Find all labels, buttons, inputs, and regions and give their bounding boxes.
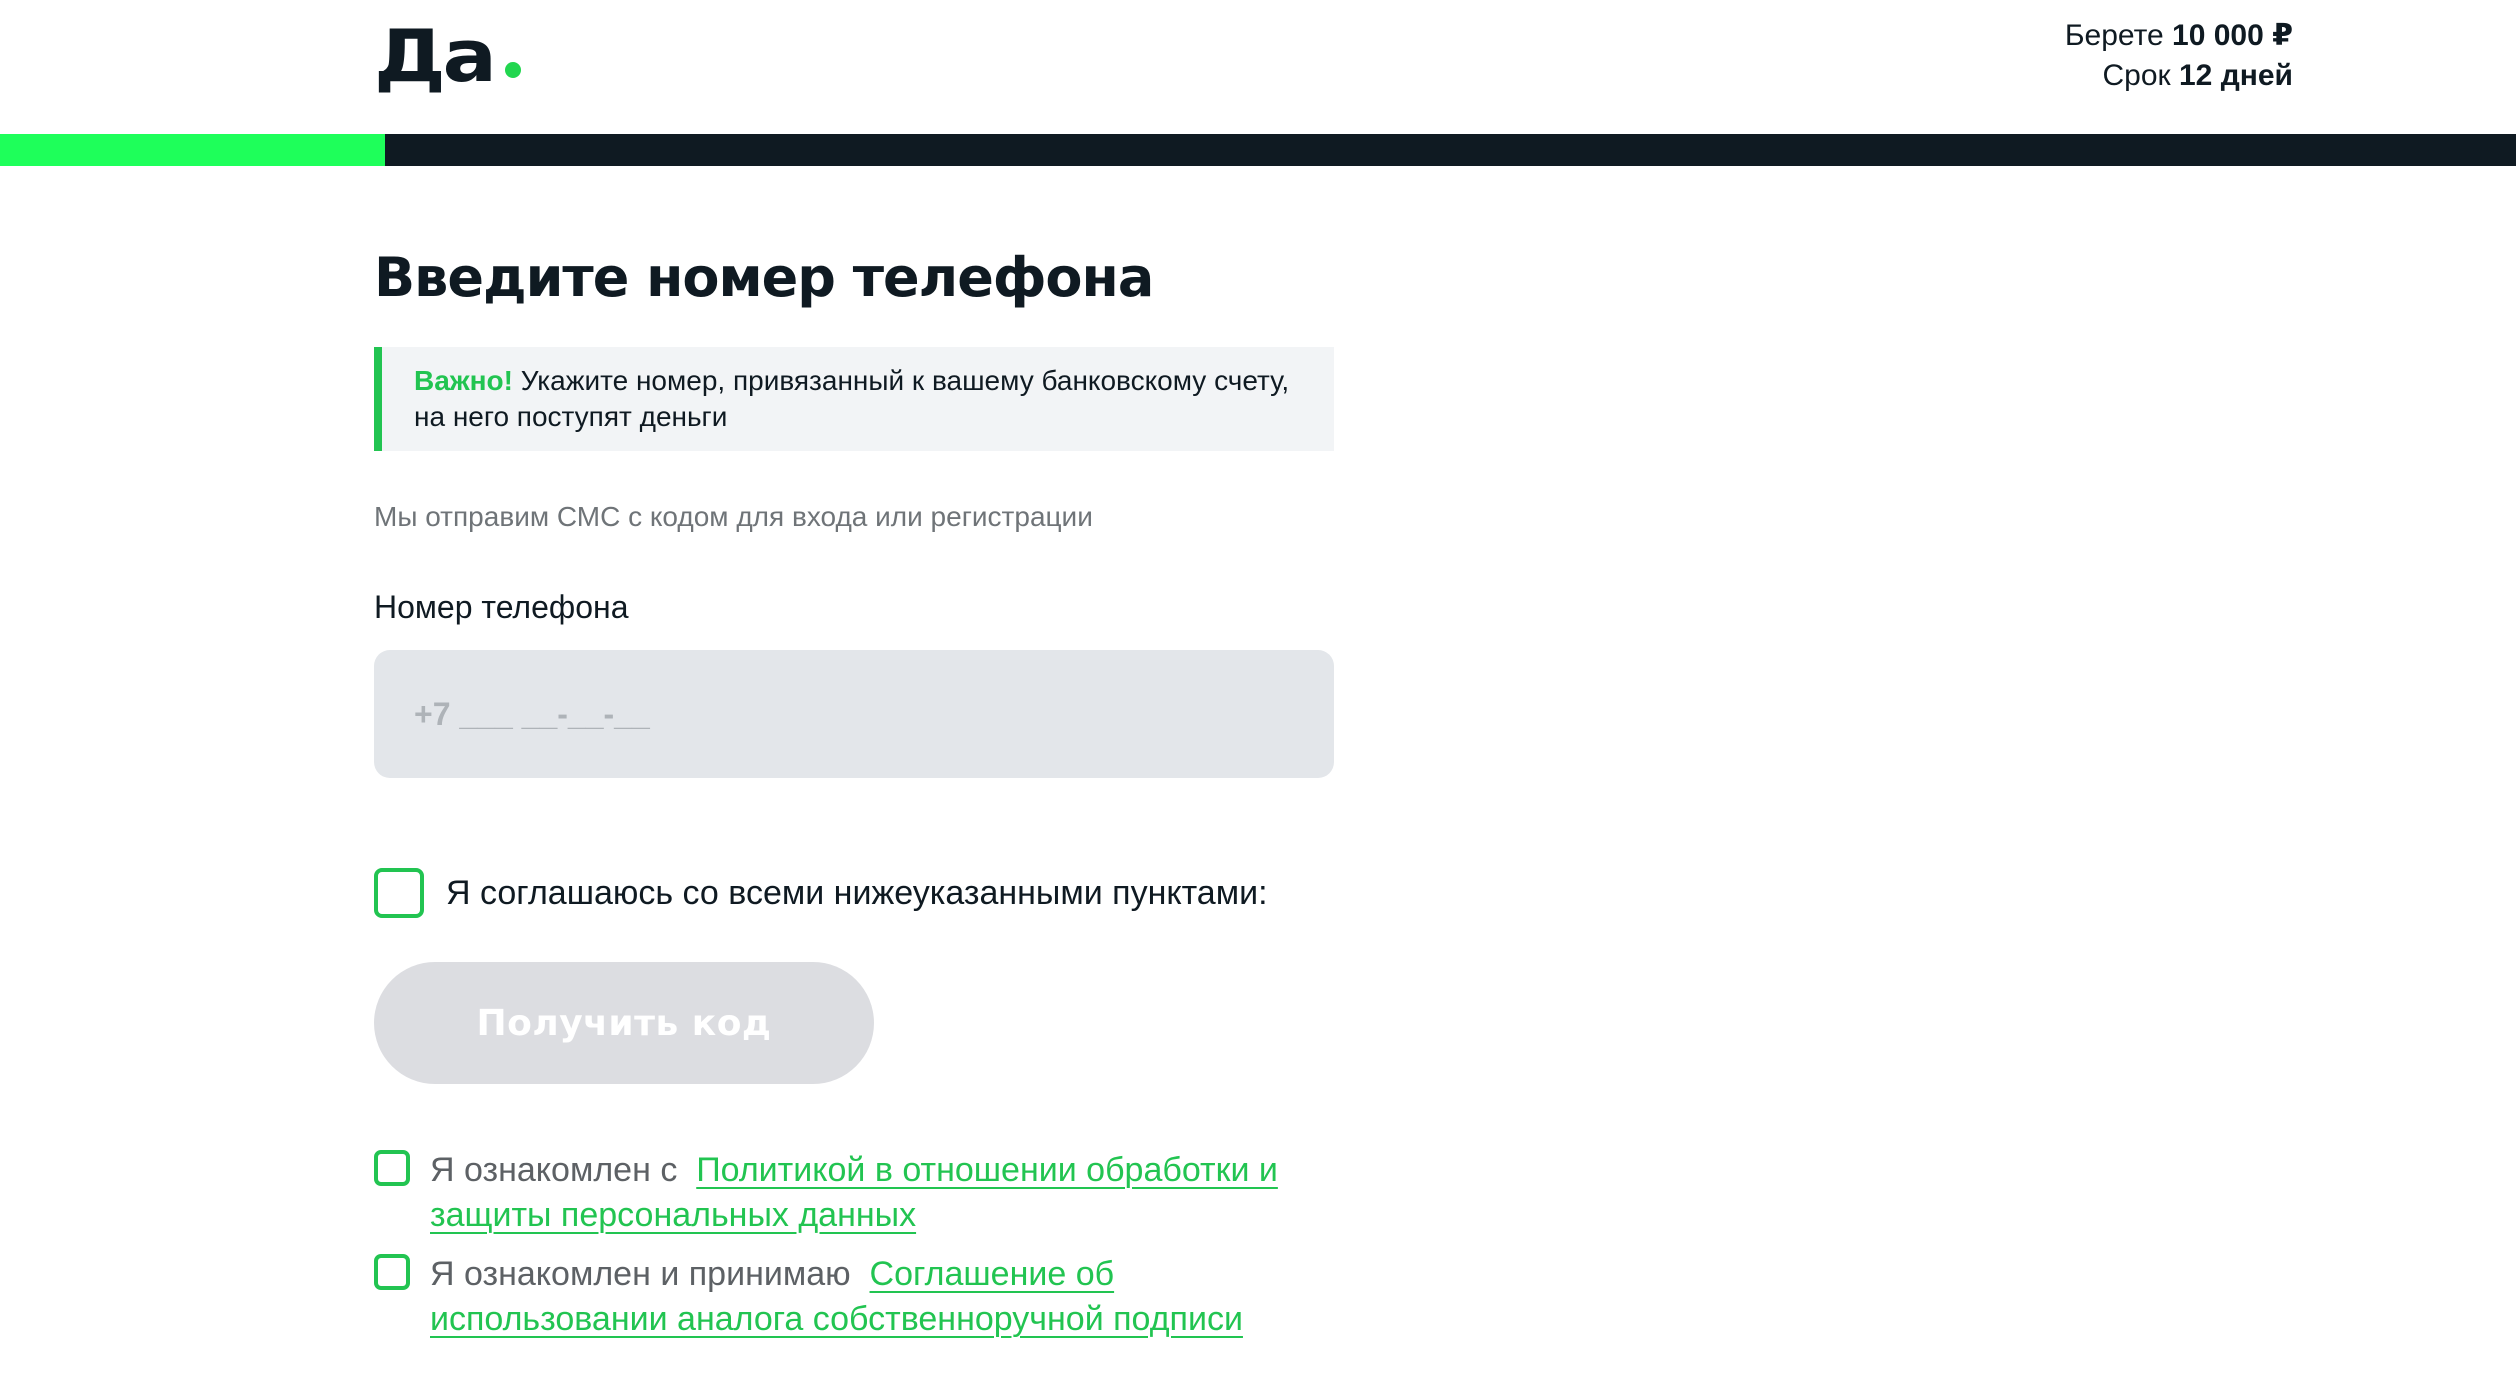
notice-strong: Важно! <box>414 365 513 396</box>
consent-privacy-text <box>430 1148 1330 1238</box>
consent-privacy-checkbox[interactable] <box>374 1150 410 1186</box>
phone-form <box>374 166 1334 1342</box>
page-title: Введите номер телефона <box>374 246 1154 309</box>
logo[interactable] <box>374 14 521 98</box>
consent-privacy-row <box>374 1148 1334 1238</box>
loan-term-value: 12 дней <box>2179 59 2293 92</box>
logo-text: Да <box>374 14 494 98</box>
sms-hint: Мы отправим СМС с кодом для входа или регистрации <box>374 501 1093 532</box>
agree-all-checkbox[interactable] <box>374 868 424 918</box>
logo-dot-icon <box>505 62 521 78</box>
progress-bar-fill <box>0 134 385 166</box>
notice-text: Укажите номер, привязанный к вашему банковскому счету, на него поступят деньги <box>414 365 1290 432</box>
important-notice <box>374 347 1334 451</box>
progress-bar <box>0 134 2516 166</box>
consent-signature-text <box>430 1252 1330 1342</box>
loan-amount-row <box>2065 16 2293 56</box>
loan-amount-label: Берете <box>2064 19 2164 52</box>
phone-input[interactable] <box>374 650 1334 778</box>
consent-signature-row <box>374 1252 1334 1342</box>
privacy-policy-link[interactable]: Политикой в отношении обработки и защиты персональных данных <box>430 1151 1278 1234</box>
get-code-button[interactable]: Получить код <box>374 962 874 1084</box>
consent-signature-checkbox[interactable] <box>374 1254 410 1290</box>
agree-all-label[interactable]: Я соглашаюсь со всеми нижеуказанными пунктами: <box>446 874 1268 912</box>
loan-summary <box>2065 16 2293 96</box>
signature-agreement-link[interactable]: Соглашение об использовании аналога собственноручной подписи <box>430 1255 1243 1338</box>
loan-amount-value: 10 000 ₽ <box>2172 19 2293 52</box>
consent-signature-prefix: Я ознакомлен и принимаю <box>430 1255 851 1293</box>
agree-all-row[interactable] <box>374 868 1334 918</box>
loan-term-row <box>2065 56 2293 96</box>
page-header <box>0 0 2516 134</box>
loan-term-label: Срок <box>2102 59 2171 92</box>
phone-label: Номер телефона <box>374 589 629 625</box>
consent-privacy-prefix: Я ознакомлен с <box>430 1151 678 1189</box>
